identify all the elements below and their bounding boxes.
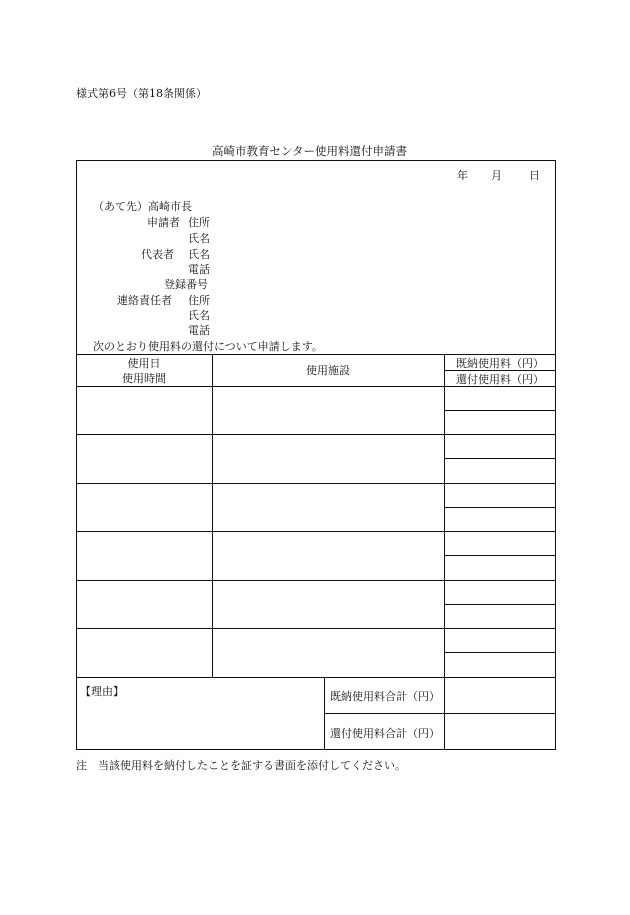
col-header-paid: 既納使用料（円）: [456, 357, 544, 370]
form-number: 様式第6号（第18条関係）: [76, 87, 207, 100]
row-3-split: [444, 507, 556, 508]
form-title: 高崎市教育センター使用料還付申請書: [212, 144, 408, 158]
header-bottom-line: [76, 386, 556, 387]
applicant-name-label: 氏名: [188, 232, 210, 245]
row-4-split: [444, 555, 556, 556]
row-3-bottom: [76, 531, 556, 532]
applicant-address-label: 住所: [188, 216, 210, 229]
contact-name-label: 氏名: [188, 309, 210, 322]
total-paid-label: 既納使用料合計（円）: [330, 690, 440, 703]
row-1-bottom: [76, 434, 556, 435]
row-5-split: [444, 604, 556, 605]
date-year: 年: [457, 169, 468, 182]
reason-label: 【理由】: [80, 685, 124, 698]
contact-phone-label: 電話: [188, 324, 210, 337]
representative-phone-label: 電話: [188, 263, 210, 276]
row-2-bottom: [76, 483, 556, 484]
row-2-split: [444, 458, 556, 459]
registration-number-label: 登録番号: [164, 278, 208, 291]
col-header-date: 使用日: [127, 357, 161, 370]
table-vline-2: [444, 354, 445, 750]
row-6-bottom: [76, 677, 556, 678]
date-day: 日: [529, 169, 540, 182]
col-header-time: 使用時間: [122, 372, 166, 385]
col-header-refund: 還付使用料（円）: [456, 373, 544, 386]
row-6-split: [444, 652, 556, 653]
representative-label: 代表者: [141, 248, 174, 261]
total-refund-label: 還付使用料合計（円）: [330, 727, 440, 740]
contact-person-label: 連絡責任者: [117, 294, 172, 307]
addressee: （あて先）高崎市長: [93, 200, 192, 213]
row-1-split: [444, 410, 556, 411]
footnote: 注 当該使用料を納付したことを証する書面を添付してください。: [76, 759, 406, 772]
row-5-bottom: [76, 628, 556, 629]
totals-divider: [324, 713, 556, 714]
contact-address-label: 住所: [188, 294, 210, 307]
col-header-facility: 使用施設: [306, 364, 350, 377]
date-month: 月: [491, 169, 502, 182]
representative-name-label: 氏名: [188, 248, 210, 261]
applicant-label: 申請者: [147, 216, 180, 229]
application-statement: 次のとおり使用料の還付について申請します。: [93, 340, 323, 353]
row-4-bottom: [76, 580, 556, 581]
